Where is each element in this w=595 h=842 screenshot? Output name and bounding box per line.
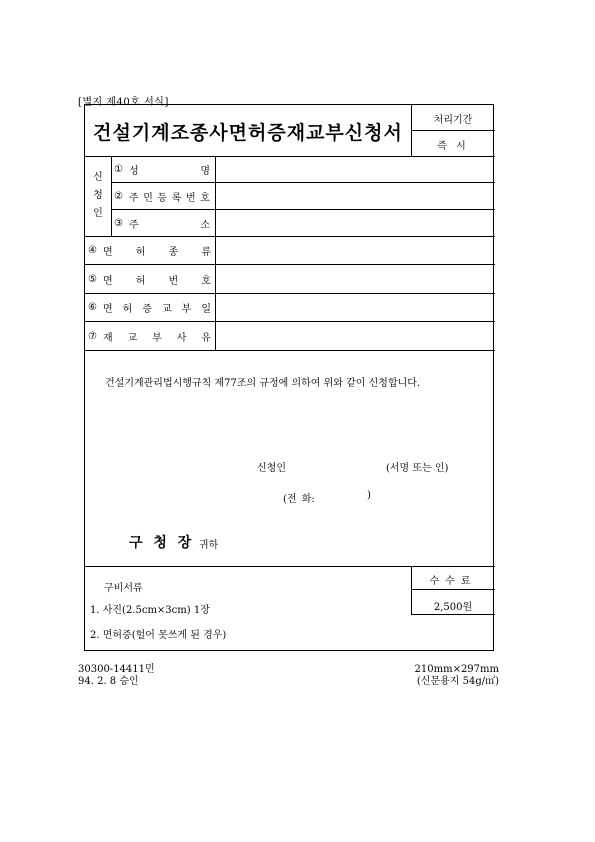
phone-label: (전 화: — [283, 494, 315, 505]
address-field[interactable] — [215, 210, 493, 236]
field-label-text: 면 허 증 교 부 일 — [102, 304, 211, 315]
field-label-text: 재 교 부 사 유 — [102, 332, 211, 344]
reason-field[interactable] — [215, 322, 493, 350]
field-label-text: 주 소 — [128, 219, 210, 231]
required-docs-title: 구비서류 — [104, 583, 143, 594]
field-label-text: 면 허 번 호 — [102, 275, 211, 287]
field-label-text: 주 민 등 록 번 호 — [128, 192, 210, 204]
field-number: ⑥ — [88, 302, 97, 313]
license-number-label — [88, 265, 211, 293]
paper-type: (신문용지 54g/㎡) — [416, 676, 499, 687]
form-title: 건설기계조종사면허증재교부신청서 — [93, 122, 403, 144]
divider — [411, 589, 495, 590]
divider — [85, 350, 495, 351]
fee-label: 수수료 — [429, 576, 477, 587]
recipient: 구 청 장 — [129, 535, 195, 551]
field-label-text: 면 허 종 류 — [102, 247, 211, 258]
fee-value: 2,500원 — [433, 602, 473, 613]
phone-close: ) — [367, 490, 371, 501]
required-doc-item: 1. 사진(2.5cm×3cm) 1장 — [90, 605, 210, 616]
processing-period-label: 처리기간 — [433, 115, 473, 126]
resident-number-field[interactable] — [215, 183, 493, 209]
signature-label: (서명 또는 인) — [386, 463, 449, 474]
required-doc-item: 2. 면허증(헐어 못쓰게 된 경우) — [90, 630, 227, 641]
honorific: 귀하 — [199, 540, 219, 551]
resident-number-label — [114, 183, 210, 209]
field-number: ④ — [88, 245, 97, 256]
license-number-field[interactable] — [215, 265, 493, 293]
license-type-field[interactable] — [215, 237, 493, 264]
applicant-group-text: 신청인 — [93, 172, 103, 219]
divider — [411, 614, 495, 615]
approval-date: 94. 2. 8 승인 — [78, 676, 139, 687]
field-number: ③ — [114, 217, 123, 229]
field-number: ⑤ — [88, 273, 97, 285]
application-statement: 건설기계관리법시행규칙 제77조의 규정에 의하여 위와 같이 신청합니다. — [105, 378, 421, 389]
issue-date-label — [88, 294, 211, 321]
issue-date-field[interactable] — [215, 294, 493, 321]
name-label — [114, 157, 210, 182]
name-field[interactable] — [215, 157, 493, 182]
form-code: 30300-14411민 — [78, 664, 155, 675]
applicant-group-label — [85, 156, 111, 236]
field-number: ⑦ — [88, 330, 97, 342]
paper-size: 210mm×297mm — [414, 664, 499, 675]
reason-label — [88, 322, 211, 350]
processing-period-value: 즉 시 — [437, 141, 469, 152]
license-type-label — [88, 237, 211, 264]
field-label-text: 성 명 — [128, 166, 210, 177]
field-number: ① — [114, 164, 123, 175]
applicant-label: 신청인 — [257, 463, 286, 474]
address-label — [114, 210, 210, 236]
divider — [411, 130, 495, 131]
divider — [111, 156, 112, 236]
form-number: [별지 제40호 서식] — [78, 97, 169, 108]
divider — [85, 566, 495, 567]
field-number: ② — [114, 190, 123, 202]
application-form — [84, 104, 494, 651]
